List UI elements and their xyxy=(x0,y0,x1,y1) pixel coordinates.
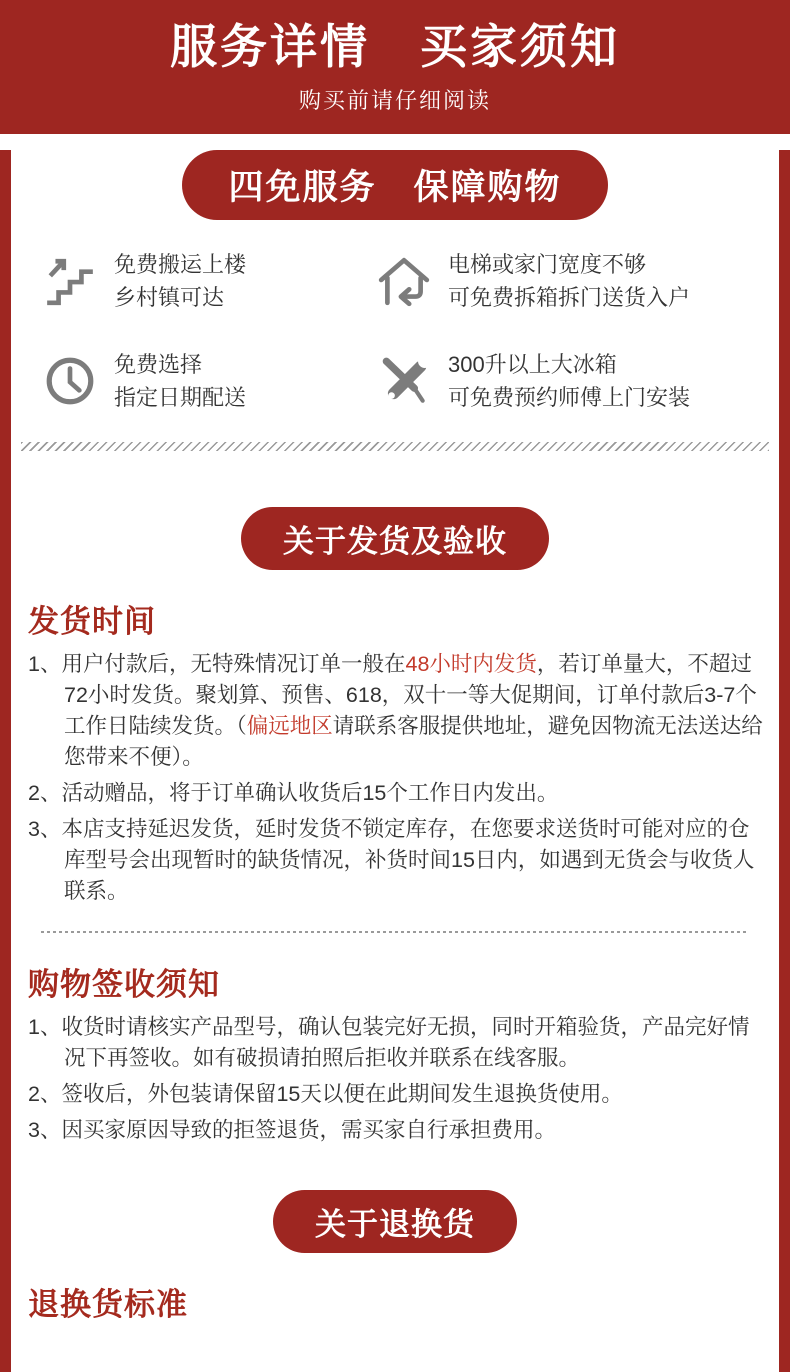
item-text: 收货时请核实产品型号，确认包装完好无损，同时开箱验货，产品完好情况下再签收。如有破损请拍照后拒收并联系在线客服。 xyxy=(61,1015,750,1070)
service-item-installation xyxy=(377,348,747,414)
item-number: 2、 xyxy=(28,1082,62,1106)
service-line1: 免费选择 xyxy=(114,352,203,377)
item-text: ，若订单量大，不超过72小时发货。聚划算、预售、618，双十一等大促期间，订单付款后3-7个工作日陆续发货。（ xyxy=(64,652,757,738)
item-text: 请联系客服提供地址，避免因物流无法送达给您带来不便）。 xyxy=(64,714,763,769)
item-text: 用户付款后，无特殊情况订单一般在 xyxy=(61,652,406,676)
list-item xyxy=(28,1115,769,1146)
list-item xyxy=(28,1079,769,1110)
receipt-list xyxy=(28,1012,769,1146)
shipping-heading: 发货时间 xyxy=(28,604,156,639)
badge-four-free-services: 四免服务 保障购物 xyxy=(182,150,607,220)
service-line2: 乡村镇可达 xyxy=(114,285,225,310)
item-text-highlight: 偏远地区 xyxy=(246,714,333,738)
service-text xyxy=(114,348,246,414)
service-item-door-delivery xyxy=(377,248,747,314)
service-line1: 电梯或家门宽度不够 xyxy=(448,252,647,277)
list-item xyxy=(28,649,769,773)
item-text: 本店支持延迟发货，延时发货不锁定库存，在您要求送货时可能对应的仓库型号会出现暂时的缺货情况，补货时间15日内，如遇到无货会与收货人联系。 xyxy=(61,817,755,903)
list-item xyxy=(28,814,769,907)
item-number: 1、 xyxy=(28,652,62,676)
service-item-carry-upstairs xyxy=(43,248,363,314)
badge-shipping-section: 关于发货及验收 xyxy=(241,507,549,570)
service-line2: 指定日期配送 xyxy=(114,385,247,410)
shipping-list xyxy=(28,649,769,907)
service-line2: 可免费预约师傅上门安装 xyxy=(448,385,691,410)
item-text: 签收后，外包装请保留15天以便在此期间发生退换货使用。 xyxy=(61,1082,623,1106)
item-text: 活动赠品，将于订单确认收货后15个工作日内发出。 xyxy=(61,781,559,805)
item-number: 1、 xyxy=(28,1015,62,1039)
header-banner xyxy=(0,0,790,134)
clock-icon xyxy=(43,354,97,408)
returns-heading: 退换货标准 xyxy=(28,1287,188,1322)
page-subtitle: 购买前请仔细阅读 xyxy=(298,88,491,113)
service-text xyxy=(114,248,246,314)
item-number: 3、 xyxy=(28,1118,62,1142)
item-number: 2、 xyxy=(28,781,62,805)
list-item xyxy=(28,778,769,809)
service-text xyxy=(448,248,690,314)
tools-icon xyxy=(377,354,431,408)
item-text-highlight: 48小时内发货 xyxy=(405,652,537,676)
services-grid xyxy=(11,248,779,414)
service-line1: 免费搬运上楼 xyxy=(114,252,247,277)
service-line2: 可免费拆箱拆门送货入户 xyxy=(448,285,691,310)
service-text xyxy=(448,348,690,414)
receipt-heading: 购物签收须知 xyxy=(28,967,220,1002)
service-item-scheduled-delivery xyxy=(43,348,363,414)
slash-divider xyxy=(21,442,769,451)
service-line1: 300升以上大冰箱 xyxy=(448,352,617,377)
stairs-icon xyxy=(43,254,97,308)
content-frame xyxy=(0,150,790,1372)
list-item xyxy=(28,1012,769,1074)
badge-returns-section: 关于退换货 xyxy=(273,1190,517,1253)
item-text: 因买家原因导致的拒签退货，需买家自行承担费用。 xyxy=(61,1118,556,1142)
house-delivery-icon xyxy=(377,254,431,308)
dashed-divider xyxy=(41,931,749,933)
page-title: 服务详情 买家须知 xyxy=(170,22,620,74)
item-number: 3、 xyxy=(28,817,62,841)
